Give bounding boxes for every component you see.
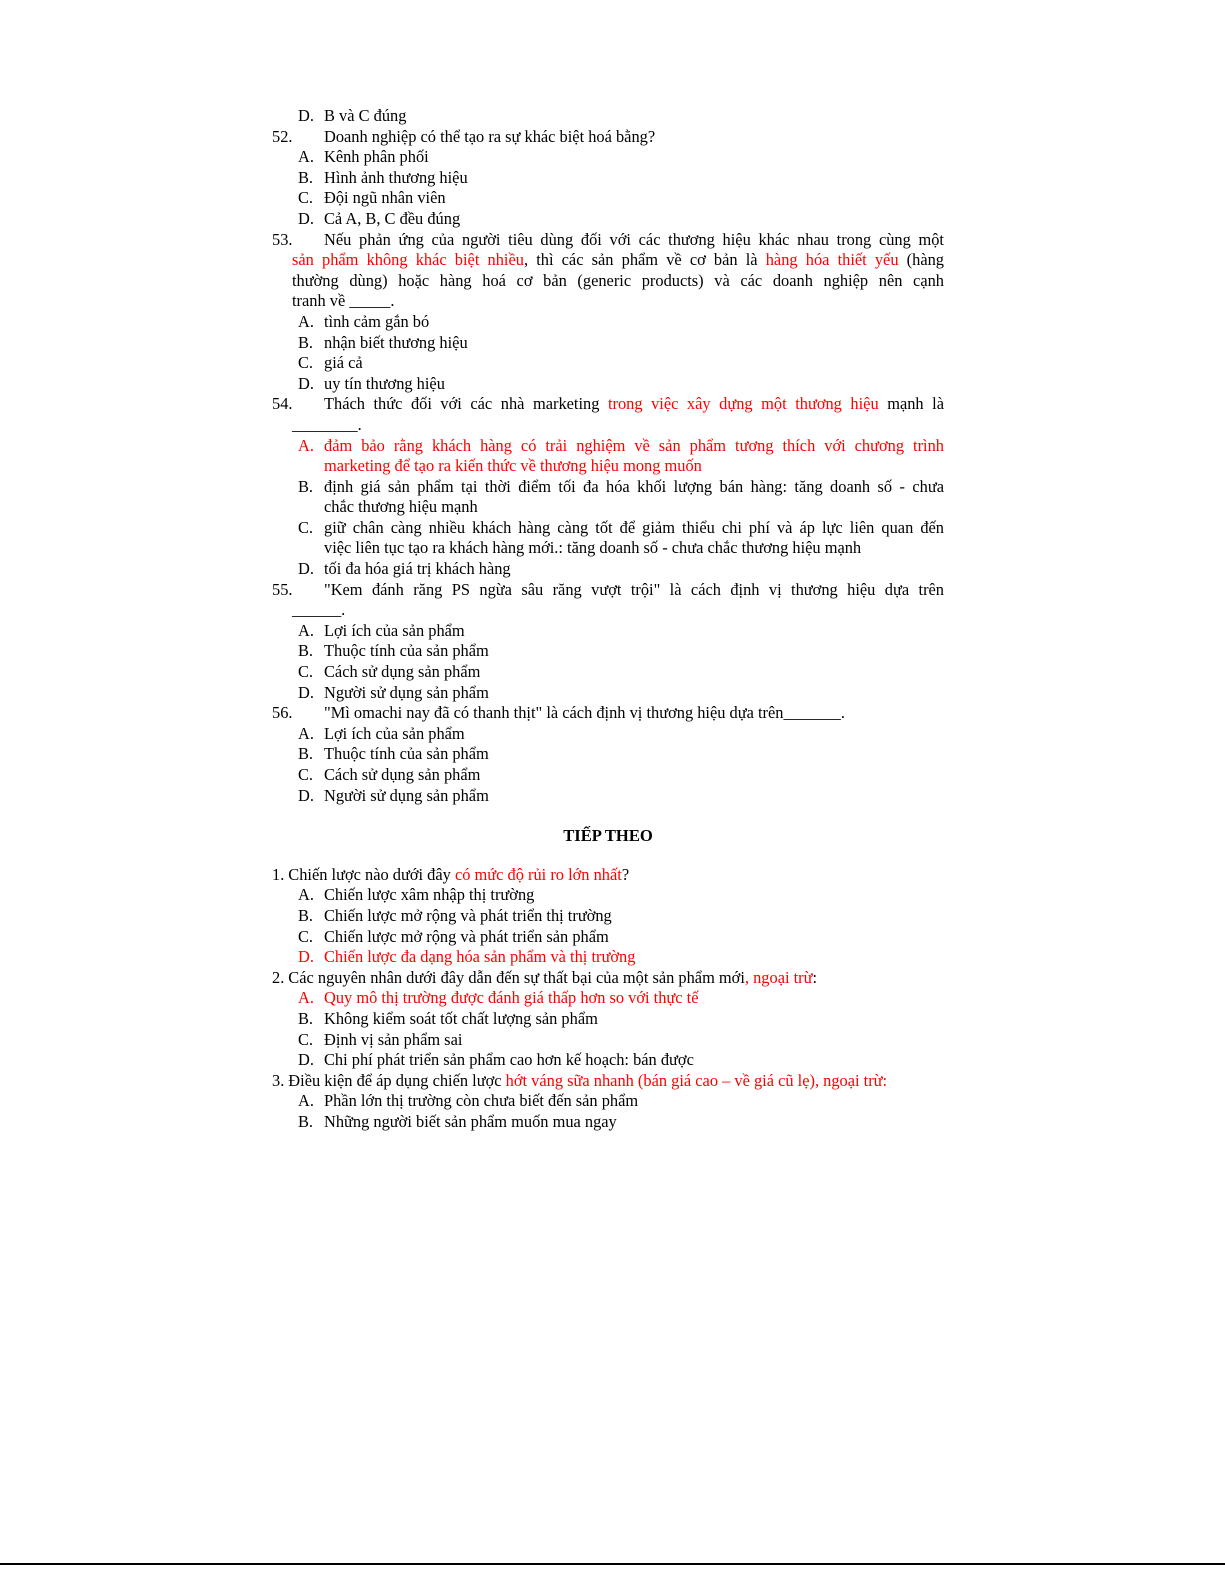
option-label: A. xyxy=(298,988,314,1008)
q52-option-d xyxy=(272,209,944,230)
highlighted-text: hàng hóa thiết yếu xyxy=(765,250,899,270)
question-text: Nếu phản ứng của người tiêu dùng đối với các thương hiệu khác nhau trong cùng một xyxy=(324,229,944,249)
n1-option-b xyxy=(272,906,944,927)
question-text: (hàng xyxy=(898,250,945,270)
q55-option-c xyxy=(272,662,944,683)
question-text-end: ? xyxy=(621,864,630,884)
q55-option-b xyxy=(272,641,944,662)
option-label: B. xyxy=(298,167,314,187)
option-label: C. xyxy=(298,353,314,373)
question-55 xyxy=(272,580,944,601)
option-text: Lợi ích của sản phẩm xyxy=(324,620,465,640)
option-label: A. xyxy=(298,147,314,167)
option-label: A. xyxy=(298,435,314,455)
question-text: Doanh nghiệp có thể tạo ra sự khác biệt hoá bằng? xyxy=(324,126,656,146)
option-label: D. xyxy=(298,947,314,967)
q54-option-c-line-2: việc liên tục tạo ra khách hàng mới.: tăng doanh số - chưa chắc thương hiệu mạnh xyxy=(324,538,862,558)
q54-option-c xyxy=(272,518,944,539)
question-53-line-4: tranh về _____. xyxy=(292,291,395,311)
option-label: A. xyxy=(298,1091,314,1111)
q54-option-a-line-2: marketing để tạo ra kiến thức về thương hiệu mong muốn xyxy=(324,456,702,476)
q54-option-d xyxy=(272,559,944,580)
highlighted-text: trong việc xây dựng một thương hiệu xyxy=(607,394,879,414)
q55-option-d xyxy=(272,683,944,704)
q53-option-d xyxy=(272,374,944,395)
highlighted-text: , ngoại trừ xyxy=(744,967,813,987)
question-number: 53. xyxy=(272,229,293,249)
option-label: C. xyxy=(298,517,314,537)
option-label: C. xyxy=(298,926,314,946)
q53-option-c xyxy=(272,353,944,374)
option-text: Lợi ích của sản phẩm xyxy=(324,723,465,743)
question-number: 1. xyxy=(272,864,285,884)
question-53 xyxy=(272,230,944,251)
q52-option-b xyxy=(272,168,944,189)
question-54-line-2: ________. xyxy=(292,414,362,434)
option-text: Cách sử dụng sản phẩm xyxy=(324,765,481,784)
question-text xyxy=(324,394,944,415)
question-text-start: Các nguyên nhân dưới đây dẫn đến sự thất bại của một sản phẩm mới xyxy=(288,967,745,987)
option-text: uy tín thương hiệu xyxy=(324,373,445,393)
question-text xyxy=(288,968,817,989)
question-text-start: Thách thức đối với các nhà marketing xyxy=(324,394,608,414)
option-text: Quy mô thị trường được đánh giá thấp hơn so với thực tế xyxy=(324,988,699,1008)
highlighted-text: có mức độ rủi ro lớn nhất xyxy=(454,864,622,884)
option-text: Thuộc tính của sản phẩm xyxy=(324,641,489,661)
option-text: định giá sản phẩm tại thời điểm tối đa hóa khối lượng bán hàng: tăng doanh số - chưa xyxy=(324,476,944,496)
option-label: C. xyxy=(298,662,314,682)
option-text: Phần lớn thị trường còn chưa biết đến sản phẩm xyxy=(324,1091,639,1111)
next-question-3 xyxy=(272,1071,944,1092)
question-text: "Kem đánh răng PS ngừa sâu răng vượt trội" là cách định vị thương hiệu dựa trên xyxy=(324,579,944,599)
option-label: A. xyxy=(298,620,314,640)
q54-option-b-line-2: chắc thương hiệu mạnh xyxy=(324,497,478,517)
next-question-2 xyxy=(272,968,944,989)
option-text: Chiến lược đa dạng hóa sản phẩm và thị trường xyxy=(324,947,636,967)
highlighted-text: sản phẩm không khác biệt nhiều xyxy=(292,250,524,270)
question-text-end: : xyxy=(812,967,818,987)
option-label: D. xyxy=(298,682,314,702)
highlighted-text: hớt váng sữa nhanh (bán giá cao – về giá cũ lẹ), ngoại trừ: xyxy=(505,1070,888,1090)
question-number: 54. xyxy=(272,394,293,414)
question-number: 3. xyxy=(272,1070,285,1090)
option-label: B. xyxy=(298,476,314,496)
question-number: 55. xyxy=(272,579,293,599)
n2-option-d xyxy=(272,1050,944,1071)
page-bottom-border xyxy=(0,1563,1225,1565)
question-55-line-2: ______. xyxy=(292,600,346,620)
option-label: D. xyxy=(298,373,314,393)
option-text: Thuộc tính của sản phẩm xyxy=(324,744,489,764)
option-label: D. xyxy=(298,208,314,228)
option-text: đảm bảo rằng khách hàng có trải nghiệm về sản phẩm tương thích với chương trình xyxy=(324,435,944,455)
option-label: B. xyxy=(298,744,314,764)
option-text: tối đa hóa giá trị khách hàng xyxy=(324,559,511,579)
option-text: Chiến lược xâm nhập thị trường xyxy=(324,885,535,905)
question-number: 2. xyxy=(272,967,285,987)
option-label: B. xyxy=(298,641,314,661)
q55-option-a xyxy=(272,621,944,642)
question-text: , thì các sản phẩm về cơ bản là xyxy=(523,250,766,270)
question-text-start: Chiến lược nào dưới đây xyxy=(288,864,455,884)
q56-option-c xyxy=(272,765,944,786)
section-heading: TIẾP THEO xyxy=(563,826,653,846)
option-label: B. xyxy=(298,1111,314,1131)
q52-option-a xyxy=(272,147,944,168)
question-text xyxy=(288,1071,887,1092)
option-text: Cách sử dụng sản phẩm xyxy=(324,662,481,682)
option-label: B. xyxy=(298,332,314,352)
n2-option-c xyxy=(272,1030,944,1051)
n2-option-b xyxy=(272,1009,944,1030)
document-content xyxy=(272,106,944,1133)
option-text: Không kiểm soát tốt chất lượng sản phẩm xyxy=(324,1008,598,1028)
n3-option-a xyxy=(272,1091,944,1112)
q54-option-b xyxy=(272,477,944,498)
option-label: D. xyxy=(298,785,314,805)
option-text: Chi phí phát triển sản phẩm cao hơn kế hoạch: bán được xyxy=(324,1050,694,1070)
q54-option-a xyxy=(272,436,944,457)
option-text: tình cảm gắn bó xyxy=(324,311,430,331)
option-text: Chiến lược mở rộng và phát triển thị trường xyxy=(324,905,612,925)
q53-option-a xyxy=(272,312,944,333)
option-text: B và C đúng xyxy=(324,106,407,125)
option-label: D. xyxy=(298,559,314,579)
option-label: B. xyxy=(298,905,314,925)
n1-option-d xyxy=(272,947,944,968)
option-text: Cả A, B, C đều đúng xyxy=(324,208,461,228)
n1-option-a xyxy=(272,885,944,906)
option-label: C. xyxy=(298,188,314,208)
option-label: D. xyxy=(298,106,314,125)
q51-option-d xyxy=(272,106,944,127)
n3-option-b xyxy=(272,1112,944,1133)
question-53-line-3: thường dùng) hoặc hàng hoá cơ bản (generic products) và các doanh nghiệp nên cạnh xyxy=(292,270,944,290)
option-text: Đội ngũ nhân viên xyxy=(324,188,446,208)
question-number: 52. xyxy=(272,126,293,146)
q56-option-b xyxy=(272,744,944,765)
question-54 xyxy=(272,394,944,415)
option-text: Kênh phân phối xyxy=(324,147,429,167)
next-question-1 xyxy=(272,865,944,886)
question-56 xyxy=(272,703,944,724)
option-text: Những người biết sản phẩm muốn mua ngay xyxy=(324,1111,617,1131)
question-52 xyxy=(272,127,944,148)
q53-option-b xyxy=(272,333,944,354)
option-text: Định vị sản phẩm sai xyxy=(324,1029,463,1049)
option-label: A. xyxy=(298,311,314,331)
option-text: Người sử dụng sản phẩm xyxy=(324,785,489,805)
n1-option-c xyxy=(272,927,944,948)
option-label: A. xyxy=(298,885,314,905)
option-label: D. xyxy=(298,1050,314,1070)
q56-option-a xyxy=(272,724,944,745)
option-text: Người sử dụng sản phẩm xyxy=(324,682,489,702)
question-text xyxy=(288,865,629,886)
question-53-line-2 xyxy=(272,250,944,271)
question-text-start: Điều kiện để áp dụng chiến lược xyxy=(288,1070,506,1090)
option-label: C. xyxy=(298,765,314,784)
question-number: 56. xyxy=(272,703,293,723)
option-label: B. xyxy=(298,1008,314,1028)
option-text: giá cả xyxy=(324,353,363,373)
option-text: Chiến lược mở rộng và phát triển sản phẩm xyxy=(324,926,609,946)
option-text: nhận biết thương hiệu xyxy=(324,332,468,352)
option-text: Hình ảnh thương hiệu xyxy=(324,167,468,187)
q56-option-d xyxy=(272,786,944,807)
q52-option-c xyxy=(272,188,944,209)
n2-option-a xyxy=(272,988,944,1009)
question-text: "Mì omachi nay đã có thanh thịt" là cách định vị thương hiệu dựa trên_______. xyxy=(324,703,845,723)
question-text-end: mạnh là xyxy=(878,394,944,414)
option-label: C. xyxy=(298,1029,314,1049)
option-text: giữ chân càng nhiều khách hàng càng tốt để giảm thiểu chi phí và áp lực liên quan đến xyxy=(324,517,944,537)
option-label: A. xyxy=(298,723,314,743)
